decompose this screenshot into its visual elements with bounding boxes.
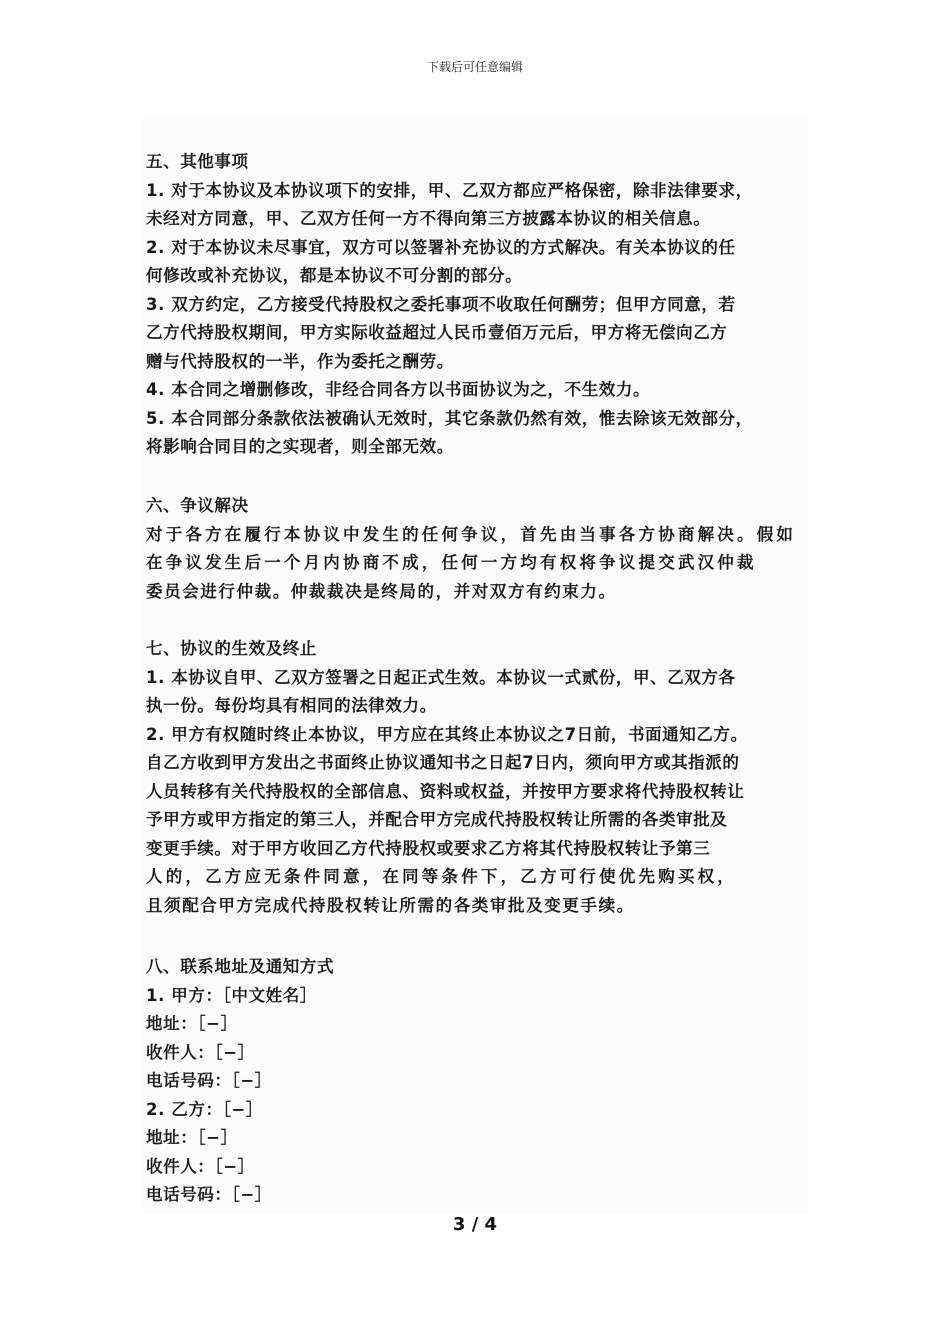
section-other-matters [146,148,808,462]
contact-line: 2. 乙方：［−］ [146,1099,263,1119]
paragraph-line: 且须配合甲方完成代持股权转让所需的各类审批及变更手续。 [146,895,635,915]
paragraph-line: 乙方代持股权期间，甲方实际收益超过人民币壹佰万元后，甲方将无偿向乙方 [146,323,728,342]
paragraph-line: 执一份。每份均具有相同的法律效力。 [146,696,437,715]
paragraph-line: 赠与代持股权的一半，作为委托之酬劳。 [146,351,454,371]
paragraph-line: 1. 本协议自甲、乙双方签署之日起正式生效。本协议一式贰份，甲、乙双方各 [146,667,736,687]
paragraph-line: 人员转移有关代持股权的全部信息、资料或权益，并按甲方要求将代持股权转让 [146,781,745,801]
section-contact-info [146,953,808,1210]
contact-line: 收件人：［−］ [146,1042,255,1062]
page-number: 3 / 4 [452,1214,498,1235]
section-effect-termination [146,635,808,920]
contact-line: 电话号码：［−］ [146,1185,272,1204]
paragraph-line: 在争议发生后一个月内协商不成，任何一方均有权将争议提交武汉仲裁 [146,553,757,572]
contact-line: 1. 甲方：［中文姓名］ [146,985,317,1005]
paragraph-line: 2. 甲方有权随时终止本协议，甲方应在其终止本协议之7日前，书面通知乙方。 [146,724,748,744]
paragraph-line: 委员会进行仲裁。仲裁裁决是终局的，并对双方有约束力。 [146,581,617,601]
paragraph-line: 2. 对于本协议未尽事宜，双方可以签署补充协议的方式解决。有关本协议的任 [146,237,736,257]
paragraph-line: 5. 本合同部分条款依法被确认无效时，其它条款仍然有效，惟去除该无效部分， [146,408,753,428]
contact-line: 电话号码：［−］ [146,1071,272,1090]
paragraph-line: 4. 本合同之增删修改，非经合同各方以书面协议为之，不生效力。 [146,380,651,399]
section-title: 六、争议解决 [146,496,249,515]
section-title: 五、其他事项 [146,152,249,171]
section-title: 八、联系地址及通知方式 [146,957,335,976]
paragraph-line: 3. 双方约定，乙方接受代持股权之委托事项不收取任何酬劳；但甲方同意，若 [146,294,736,314]
contact-line: 地址：［−］ [146,1014,238,1033]
contact-line: 地址：［−］ [146,1128,238,1147]
section-dispute-resolution [146,492,808,606]
paragraph-line: 1. 对于本协议及本协议项下的安排，甲、乙双方都应严格保密，除非法律要求， [146,180,753,200]
paragraph-line: 未经对方同意，甲、乙双方任何一方不得向第三方披露本协议的相关信息。 [146,209,711,228]
contact-line: 收件人：［−］ [146,1156,255,1176]
paragraph-line: 变更手续。对于甲方收回乙方代持股权或要求乙方将其代持股权转让予第三 [146,838,711,858]
paragraph-line: 将影响合同目的之实现者，则全部无效。 [146,437,454,456]
paragraph-line: 人的，乙方应无条件同意，在同等条件下，乙方可行使优先购买权， [146,867,737,886]
section-title: 七、协议的生效及终止 [146,639,317,658]
paragraph-line: 对于各方在履行本协议中发生的任何争议，首先由当事各方协商解决。假如 [146,524,797,544]
paragraph-line: 自乙方收到甲方发出之书面终止协议通知书之日起7日内，须向甲方或其指派的 [146,753,740,772]
paragraph-line: 何修改或补充协议，都是本协议不可分割的部分。 [146,266,523,285]
page-header: 下载后可任意编辑 [426,60,523,74]
document-body [143,118,808,1214]
paragraph-line: 予甲方或甲方指定的第三人，并配合甲方完成代持股权转让所需的各类审批及 [146,810,728,829]
